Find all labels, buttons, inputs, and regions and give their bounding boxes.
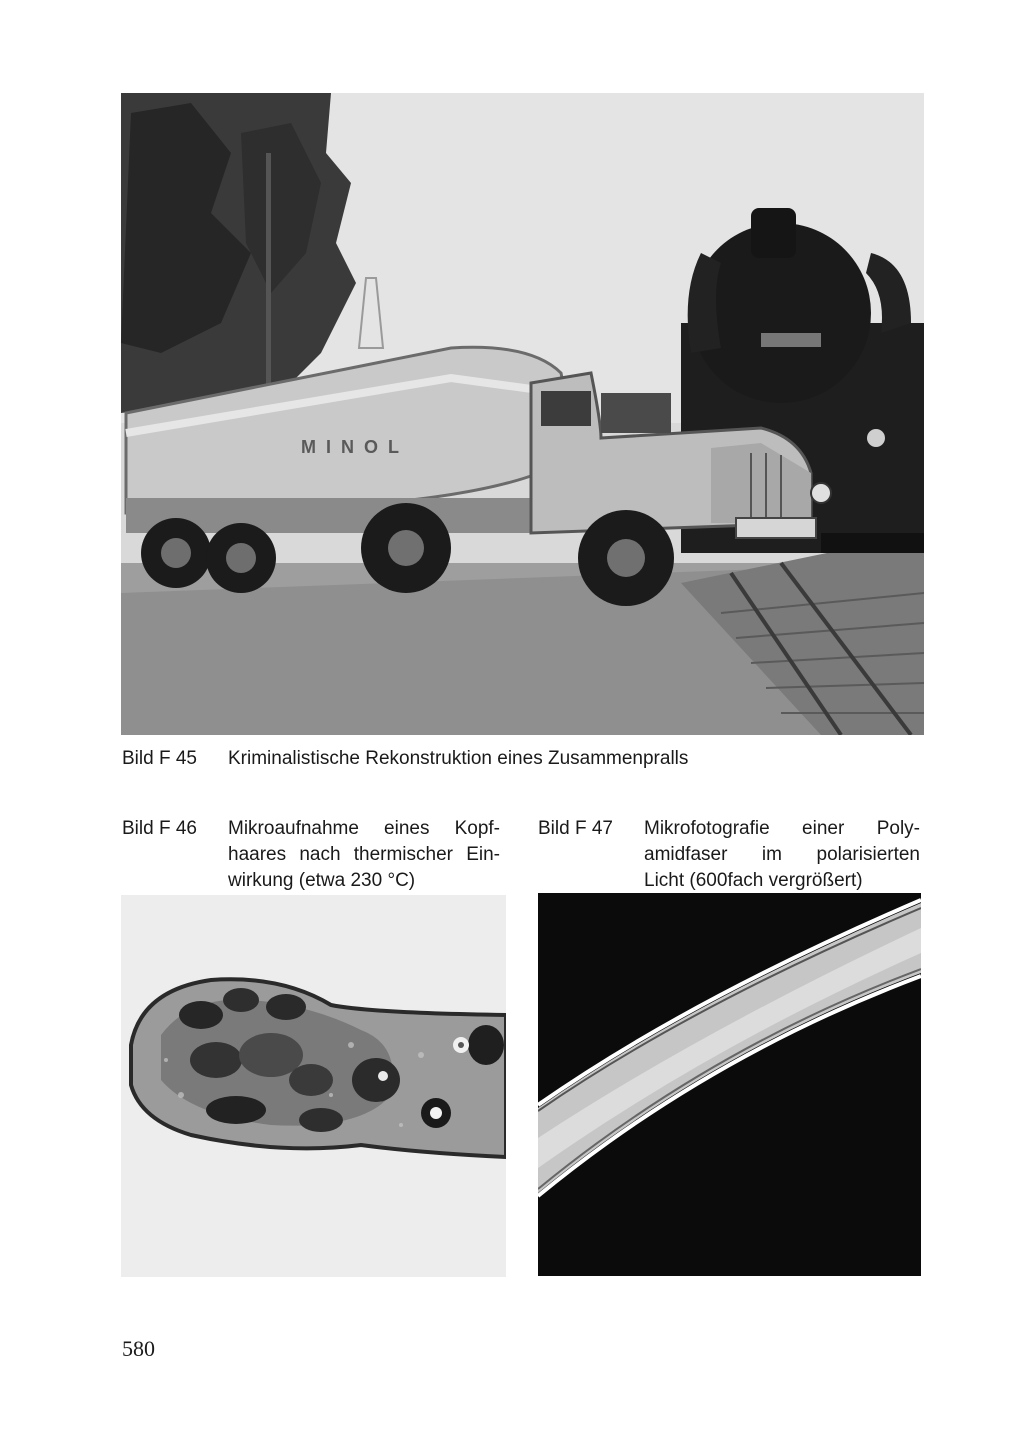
caption-line: amidfaser im polarisierten — [644, 844, 920, 865]
caption-line: haares nach thermischer Ein- — [228, 844, 500, 865]
caption-line: Mikrofotografie einer Poly- — [644, 818, 920, 839]
figure-label-f47: Bild F 47 — [538, 818, 613, 839]
hair-micrograph-illustration — [121, 895, 506, 1277]
caption-line: wirkung (etwa 230 °C) — [228, 870, 416, 891]
svg-text:MINOL: MINOL — [301, 437, 409, 457]
polyamide-fiber-illustration — [538, 893, 921, 1276]
figure-caption-f45: Kriminalistische Rekonstruktion eines Zusammenpralls — [228, 748, 689, 769]
caption-line: Licht (600fach vergrößert) — [644, 870, 863, 891]
figure-caption-f47 — [644, 816, 920, 894]
figure-label-f45: Bild F 45 — [122, 748, 197, 769]
photo-polyamide-fiber — [538, 893, 921, 1276]
figure-caption-f46 — [228, 816, 500, 894]
photo-tanker-truck-locomotive — [121, 93, 924, 735]
photo-hair-micrograph — [121, 895, 506, 1277]
tanker-truck-locomotive-illustration — [121, 93, 924, 735]
page-number: 580 — [122, 1336, 155, 1361]
caption-line: Mikroaufnahme eines Kopf- — [228, 818, 500, 839]
figure-label-f46: Bild F 46 — [122, 818, 197, 839]
